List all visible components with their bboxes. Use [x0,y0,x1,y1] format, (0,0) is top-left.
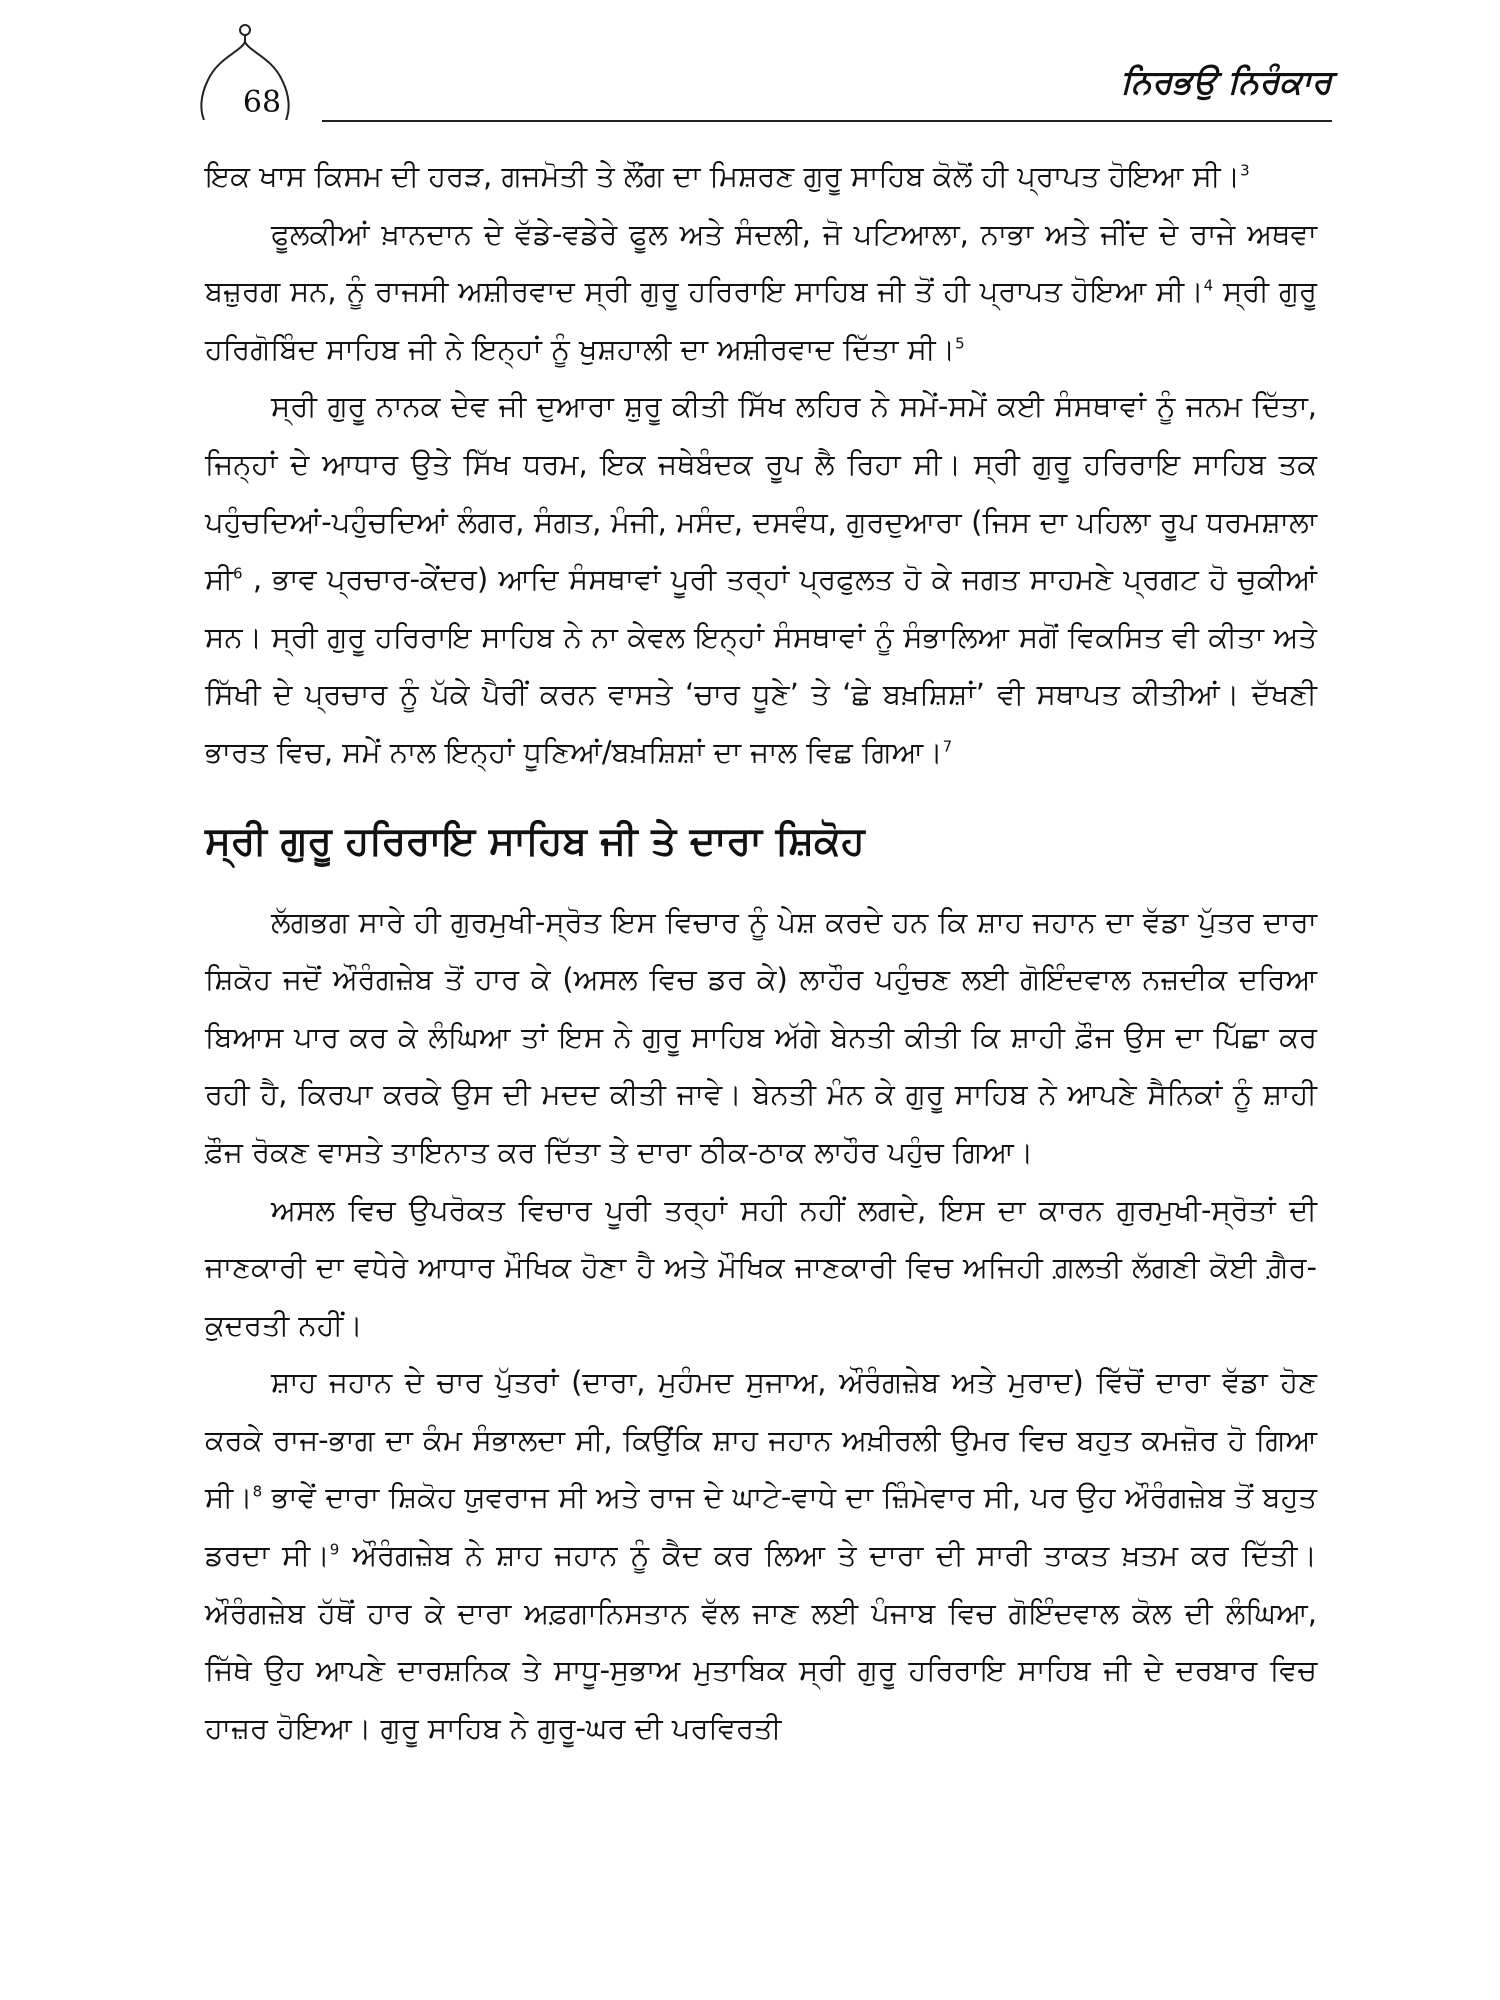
paragraph [205,206,1317,379]
footnote-marker: 7 [942,737,953,756]
paragraph-text: ਔਰੰਗਜ਼ੇਬ ਨੇ ਸ਼ਾਹ ਜਹਾਨ ਨੂੰ ਕੈਦ ਕਰ ਲਿਆ ਤੇ ਦਾਰਾ ਦੀ ਸਾਰੀ ਤਾਕਤ ਖ਼ਤਮ ਕਰ ਦਿੱਤੀ। ਔਰੰਗਜ਼ੇਬ ਹੱਥੋਂ ਹਾਰ ਕੇ ਦਾਰਾ ਅਫ਼ਗਾਨਿਸਤਾਨ ਵੱਲ ਜਾਣ ਲਈ ਪੰਜਾਬ ਵਿਚ ਗੋਇੰਦਵਾਲ ਕੋਲ ਦੀ ਲੰਘਿਆ, ਜਿੱਥੇ ਉਹ ਆਪਣੇ ਦਾਰਸ਼ਨਿਕ ਤੇ ਸਾਧੂ-ਸੁਭਾਅ ਮੁਤਾਬਿਕ ਸ੍ਰੀ ਗੁਰੂ ਹਰਿਰਾਇ ਸਾਹਿਬ ਜੀ ਦੇ ਦਰਬਾਰ ਵਿਚ ਹਾਜ਼ਰ ਹੋਇਆ। ਗੁਰੂ ਸਾਹਿਬ ਨੇ ਗੁਰੂ-ਘਰ ਦੀ ਪਰਵਿਰਤੀ [205,1538,1317,1745]
page-body [205,148,1317,1757]
paragraph-text: , ਭਾਵ ਪ੍ਰਚਾਰ-ਕੇਂਦਰ) ਆਦਿ ਸੰਸਥਾਵਾਂ ਪੂਰੀ ਤਰ੍ਹਾਂ ਪ੍ਰਫੁਲਤ ਹੋ ਕੇ ਜਗਤ ਸਾਹਮਣੇ ਪ੍ਰਗਟ ਹੋ ਚੁਕੀਆਂ ਸਨ। ਸ੍ਰੀ ਗੁਰੂ ਹਰਿਰਾਇ ਸਾਹਿਬ ਨੇ ਨਾ ਕੇਵਲ ਇਨ੍ਹਾਂ ਸੰਸਥਾਵਾਂ ਨੂੰ ਸੰਭਾਲਿਆ ਸਗੋਂ ਵਿਕਸਿਤ ਵੀ ਕੀਤਾ ਅਤੇ ਸਿੱਖੀ ਦੇ ਪ੍ਰਚਾਰ ਨੂੰ ਪੱਕੇ ਪੈਰੀਂ ਕਰਨ ਵਾਸਤੇ ‘ਚਾਰ ਧੂਣੇ’ ਤੇ ‘ਛੇ ਬਖ਼ਸ਼ਿਸ਼ਾਂ’ ਵੀ ਸਥਾਪਤ ਕੀਤੀਆਂ। ਦੱਖਣੀ ਭਾਰਤ ਵਿਚ, ਸਮੇਂ ਨਾਲ ਇਨ੍ਹਾਂ ਧੂਣਿਆਂ/ਬਖ਼ਸ਼ਿਸ਼ਾਂ ਦਾ ਜਾਲ ਵਿਛ ਗਿਆ। [205,562,1317,769]
section-paragraphs [205,894,1317,1758]
paragraph-text: ਅਸਲ ਵਿਚ ਉਪਰੋਕਤ ਵਿਚਾਰ ਪੂਰੀ ਤਰ੍ਹਾਂ ਸਹੀ ਨਹੀਂ ਲਗਦੇ, ਇਸ ਦਾ ਕਾਰਨ ਗੁਰਮੁਖੀ-ਸ੍ਰੋਤਾਂ ਦੀ ਜਾਣਕਾਰੀ ਦਾ ਵਧੇਰੇ ਆਧਾਰ ਮੌਖਿਕ ਹੋਣਾ ਹੈ ਅਤੇ ਮੌਖਿਕ ਜਾਣਕਾਰੀ ਵਿਚ ਅਜਿਹੀ ਗ਼ਲਤੀ ਲੱਗਣੀ ਕੋਈ ਗ਼ੈਰ-ਕੁਦਰਤੀ ਨਹੀਂ। [205,1192,1317,1342]
paragraph-text: ਭਾਵੇਂ ਦਾਰਾ ਸ਼ਿਕੋਹ ਯੁਵਰਾਜ ਸੀ ਅਤੇ ਰਾਜ ਦੇ ਘਾਟੇ-ਵਾਧੇ ਦਾ ਜ਼ਿੰਮੇਵਾਰ ਸੀ, ਪਰ ਉਹ ਔਰੰਗਜ਼ੇਬ ਤੋਂ ਬਹੁਤ ਡਰਦਾ ਸੀ। [205,1480,1317,1573]
intro-paragraphs [205,148,1317,782]
paragraph [205,1354,1317,1757]
section-heading: ਸ੍ਰੀ ਗੁਰੂ ਹਰਿਰਾਇ ਸਾਹਿਬ ਜੀ ਤੇ ਦਾਰਾ ਸ਼ਿਕੋਹ [205,818,865,864]
page-number: 68 [242,85,282,120]
paragraph [205,378,1317,781]
paragraph-text: ਫੂਲਕੀਆਂ ਖ਼ਾਨਦਾਨ ਦੇ ਵੱਡੇ-ਵਡੇਰੇ ਫੂਲ ਅਤੇ ਸੰਦਲੀ, ਜੋ ਪਟਿਆਲਾ, ਨਾਭਾ ਅਤੇ ਜੀਂਦ ਦੇ ਰਾਜੇ ਅਥਵਾ ਬਜ਼ੁਰਗ ਸਨ, ਨੂੰ ਰਾਜਸੀ ਅਸ਼ੀਰਵਾਦ ਸ੍ਰੀ ਗੁਰੂ ਹਰਿਰਾਇ ਸਾਹਿਬ ਜੀ ਤੋਂ ਹੀ ਪ੍ਰਾਪਤ ਹੋਇਆ ਸੀ। [205,216,1317,309]
footnote-marker: 5 [955,334,965,353]
footnote-marker: 6 [233,564,243,583]
footnote-marker: 9 [329,1540,340,1559]
footnote-marker: 4 [1203,276,1214,295]
paragraph [205,894,1317,1182]
footnote-marker: 8 [252,1482,263,1501]
paragraph-text: ਸ਼ਾਹ ਜਹਾਨ ਦੇ ਚਾਰ ਪੁੱਤਰਾਂ (ਦਾਰਾ, ਮੁਹੰਮਦ ਸੁਜਾਅ, ਔਰੰਗਜ਼ੇਬ ਅਤੇ ਮੁਰਾਦ) ਵਿੱਚੋਂ ਦਾਰਾ ਵੱਡਾ ਹੋਣ ਕਰਕੇ ਰਾਜ-ਭਾਗ ਦਾ ਕੰਮ ਸੰਭਾਲਦਾ ਸੀ, ਕਿਉਂਕਿ ਸ਼ਾਹ ਜਹਾਨ ਅਖ਼ੀਰਲੀ ਉਮਰ ਵਿਚ ਬਹੁਤ ਕਮਜ਼ੋਰ ਹੋ ਗਿਆ ਸੀ। [205,1365,1317,1515]
header-rule [322,120,1332,122]
paragraph [205,148,1317,206]
paragraph-text: ਸ੍ਰੀ ਗੁਰੂ ਹਰਿਗੋਬਿੰਦ ਸਾਹਿਬ ਜੀ ਨੇ ਇਨ੍ਹਾਂ ਨੂੰ ਖੁਸ਼ਹਾਲੀ ਦਾ ਅਸ਼ੀਰਵਾਦ ਦਿੱਤਾ ਸੀ। [205,274,1317,366]
paragraph [205,1182,1317,1355]
footnote-marker: 3 [1240,161,1250,180]
paragraph-text: ਸ੍ਰੀ ਗੁਰੂ ਨਾਨਕ ਦੇਵ ਜੀ ਦੁਆਰਾ ਸ਼ੁਰੂ ਕੀਤੀ ਸਿੱਖ ਲਹਿਰ ਨੇ ਸਮੇਂ-ਸਮੇਂ ਕਈ ਸੰਸਥਾਵਾਂ ਨੂੰ ਜਨਮ ਦਿੱਤਾ, ਜਿਨ੍ਹਾਂ ਦੇ ਆਧਾਰ ਉਤੇ ਸਿੱਖ ਧਰਮ, ਇਕ ਜਥੇਬੰਦਕ ਰੂਪ ਲੈ ਰਿਹਾ ਸੀ। ਸ੍ਰੀ ਗੁਰੂ ਹਰਿਰਾਇ ਸਾਹਿਬ ਤਕ ਪਹੁੰਚਦਿਆਂ-ਪਹੁੰਚਦਿਆਂ ਲੰਗਰ, ਸੰਗਤ, ਮੰਜੀ, ਮਸੰਦ, ਦਸਵੰਧ, ਗੁਰਦੁਆਰਾ (ਜਿਸ ਦਾ ਪਹਿਲਾ ਰੂਪ ਧਰਮਸ਼ਾਲਾ ਸੀ [205,389,1317,597]
paragraph-text: ਲੱਗਭਗ ਸਾਰੇ ਹੀ ਗੁਰਮੁਖੀ-ਸ੍ਰੋਤ ਇਸ ਵਿਚਾਰ ਨੂੰ ਪੇਸ਼ ਕਰਦੇ ਹਨ ਕਿ ਸ਼ਾਹ ਜਹਾਨ ਦਾ ਵੱਡਾ ਪੁੱਤਰ ਦਾਰਾ ਸ਼ਿਕੋਹ ਜਦੋਂ ਔਰੰਗਜ਼ੇਬ ਤੋਂ ਹਾਰ ਕੇ (ਅਸਲ ਵਿਚ ਡਰ ਕੇ) ਲਾਹੌਰ ਪਹੁੰਚਣ ਲਈ ਗੋਇੰਦਵਾਲ ਨਜ਼ਦੀਕ ਦਰਿਆ ਬਿਆਸ ਪਾਰ ਕਰ ਕੇ ਲੰਘਿਆ ਤਾਂ ਇਸ ਨੇ ਗੁਰੂ ਸਾਹਿਬ ਅੱਗੇ ਬੇਨਤੀ ਕੀਤੀ ਕਿ ਸ਼ਾਹੀ ਫ਼ੌਜ ਉਸ ਦਾ ਪਿੱਛਾ ਕਰ ਰਹੀ ਹੈ, ਕਿਰਪਾ ਕਰਕੇ ਉਸ ਦੀ ਮਦਦ ਕੀਤੀ ਜਾਵੇ। ਬੇਨਤੀ ਮੰਨ ਕੇ ਗੁਰੂ ਸਾਹਿਬ ਨੇ ਆਪਣੇ ਸੈਨਿਕਾਂ ਨੂੰ ਸ਼ਾਹੀ ਫ਼ੌਜ ਰੋਕਣ ਵਾਸਤੇ ਤਾਇਨਾਤ ਕਰ ਦਿੱਤਾ ਤੇ ਦਾਰਾ ਠੀਕ-ਠਾਕ ਲਾਹੌਰ ਪਹੁੰਚ ਗਿਆ। [205,904,1317,1169]
paragraph-text: ਇਕ ਖਾਸ ਕਿਸਮ ਦੀ ਹਰੜ, ਗਜਮੋਤੀ ਤੇ ਲੌਂਗ ਦਾ ਮਿਸ਼ਰਣ ਗੁਰੂ ਸਾਹਿਬ ਕੋਲੋਂ ਹੀ ਪ੍ਰਾਪਤ ਹੋਇਆ ਸੀ। [205,159,1241,193]
page-header [0,0,1500,160]
running-title: ਨਿਰਭਉ ਨਿਰੰਕਾਰ [1120,62,1332,101]
